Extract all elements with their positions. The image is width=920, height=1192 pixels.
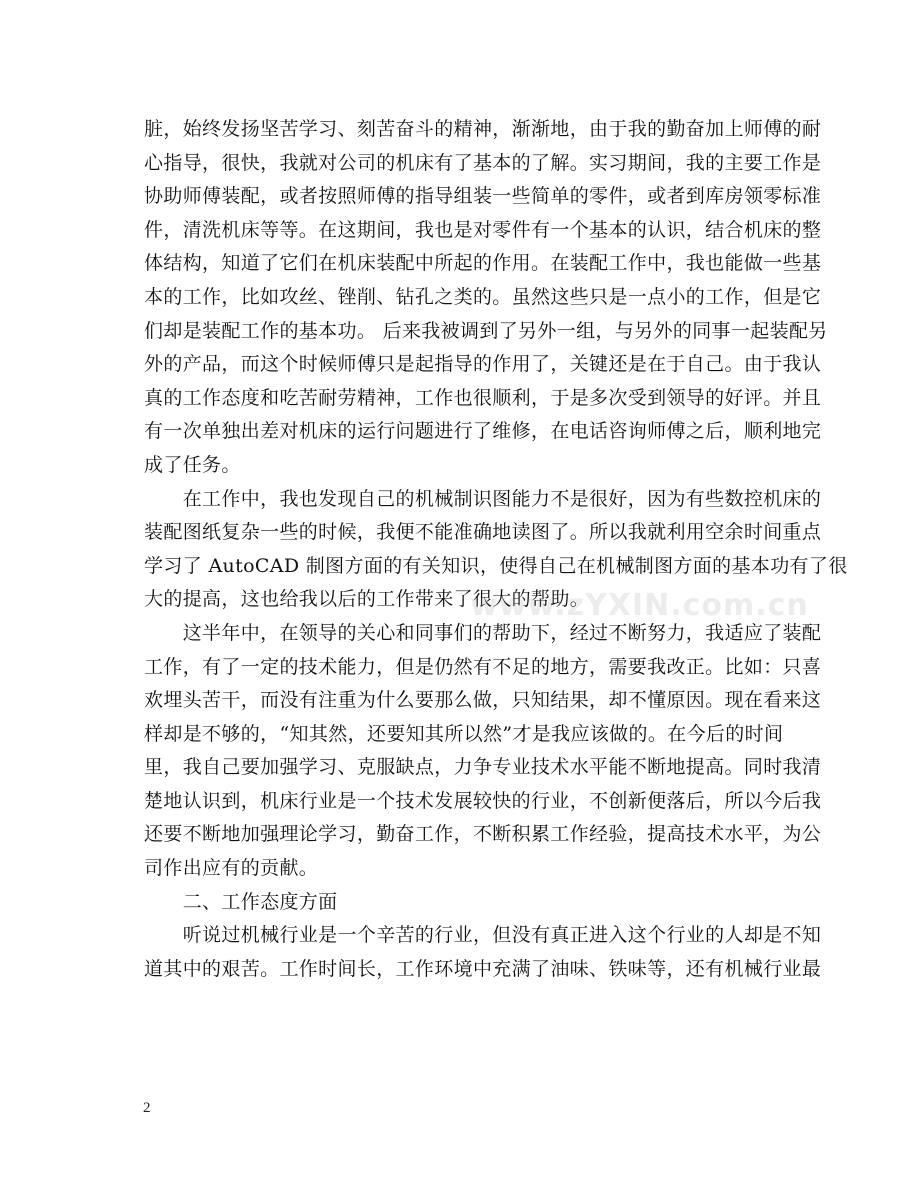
text-line: 这半年中，在领导的关心和同事们的帮助下，经过不断努力，我适应了装配 [144, 621, 822, 644]
text-line: 欢埋头苦干，而没有注重为什么要那么做，只知结果，却不懂原因。现在看来这 [144, 689, 822, 712]
text-line: 外的产品，而这个时候师傅只是起指导的作用了，关键还是在于自己。由于我认 [144, 353, 822, 376]
text-line: 还要不断地加强理论学习，勤奋工作，不断积累工作经验，提高技术水平，为公 [144, 823, 822, 846]
section-heading: 二、工作态度方面 [144, 890, 338, 913]
watermark: www.zYXIN.com.cn [470, 588, 809, 623]
text-line: 体结构，知道了它们在机床装配中所起的作用。在装配工作中，我也能做一些基 [144, 252, 822, 275]
text-line: 协助师傅装配，或者按照师傅的指导组装一些简单的零件，或者到库房领零标准 [144, 185, 822, 208]
text-line: 脏，始终发扬坚苦学习、刻苦奋斗的精神，渐渐地，由于我的勤奋加上师傅的耐 [144, 118, 822, 140]
text-line: 成了任务。 [144, 453, 241, 476]
text-line: 有一次单独出差对机床的运行问题进行了维修，在电话咨询师傅之后，顺利地完 [144, 420, 822, 443]
body-text [144, 113, 848, 986]
text-line: 本的工作，比如攻丝、锉削、钻孔之类的。虽然这些只是一点小的工作，但是它 [144, 285, 822, 308]
text-line: 学习了 AutoCAD 制图方面的有关知识，使得自己在机械制图方面的基本功有了很 [144, 554, 848, 577]
text-line: 样却是不够的，“知其然，还要知其所以然”才是我应该做的。在今后的时间 [144, 722, 784, 745]
page-number: 2 [143, 1100, 151, 1116]
text-line: 大的提高，这也给我以后的工作带来了很大的帮助。 [144, 588, 590, 611]
text-line: 真的工作态度和吃苦耐劳精神，工作也很顺利，于是多次受到领导的好评。并且 [144, 386, 822, 409]
text-line: 装配图纸复杂一些的时候，我便不能准确地读图了。所以我就利用空余时间重点 [144, 521, 822, 544]
text-line: 道其中的艰苦。工作时间长，工作环境中充满了油味、铁味等，还有机械行业最 [144, 957, 822, 980]
text-line: 件，清洗机床等等。在这期间，我也是对零件有一个基本的认识，结合机床的整 [144, 218, 822, 241]
text-line: 心指导，很快，我就对公司的机床有了基本的了解。实习期间，我的主要工作是 [144, 151, 822, 174]
text-line: 里，我自己要加强学习、克服缺点，力争专业技术水平能不断地提高。同时我清 [144, 756, 822, 779]
text-line: 楚地认识到，机床行业是一个技术发展较快的行业，不创新便落后，所以今后我 [144, 789, 822, 812]
text-line: 们却是装配工作的基本功。 后来我被调到了另外一组，与另外的同事一起装配另 [144, 319, 828, 342]
text-line: 听说过机械行业是一个辛苦的行业，但没有真正进入这个行业的人却是不知 [144, 924, 822, 947]
text-line: 工作，有了一定的技术能力，但是仍然有不足的地方，需要我改正。比如：只喜 [144, 655, 822, 678]
text-line: 司作出应有的贡献。 [144, 857, 319, 880]
text-line: 在工作中，我也发现自己的机械制识图能力不是很好，因为有些数控机床的 [144, 487, 822, 510]
